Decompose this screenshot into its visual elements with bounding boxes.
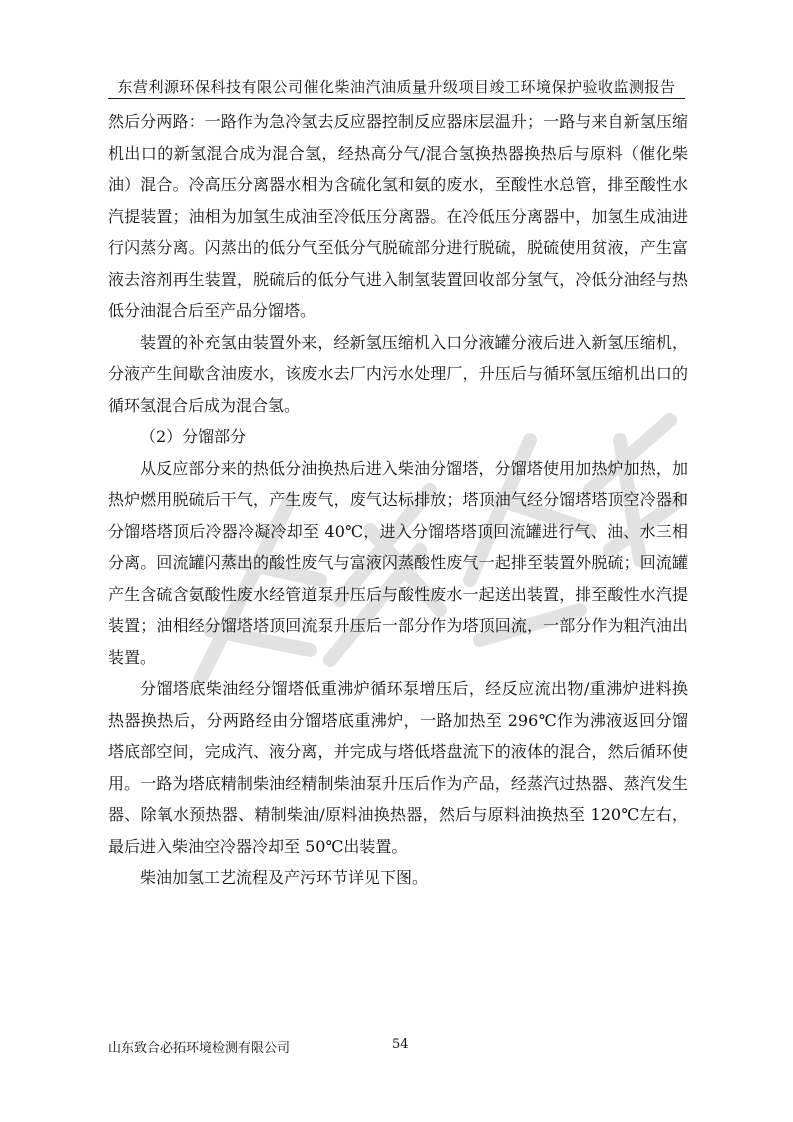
paragraph-5: 柴油加氢工艺流程及产污环节详见下图。 <box>140 868 429 887</box>
header-rule <box>108 98 685 99</box>
paragraph-1: 然后分两路：一路作为急冷氢去反应器控制反应器床层温升；一路与来自新氢压缩机出口的新氢混合成为混合氢，经热高分气/混合氢换热器换热后与原料（催化柴油）混合。冷高压分离器水相为含硫化氢和氨的废水，至酸性水总管，排至酸性水汽提装置；油相为加氢生成油至冷低压分离器。在冷低压分离器中，加氢生成油进行闪蒸分离。闪蒸出的低分气至低分气脱硫部分进行脱硫，脱硫使用贫液，产生富液去溶剂再生装置，脱硫后的低分气进入制氢装置回收部分氢气，冷低分油经与热低分油混合后至产品分馏塔。 <box>108 112 688 320</box>
footer-company: 山东致合必拓环境检测有限公司 <box>108 1041 291 1056</box>
paragraph-2: 装置的补充氢由装置外来，经新氢压缩机入口分液罐分液后进入新氢压缩机，分液产生间歇含油废水，该废水去厂内污水处理厂，升压后与循环氢压缩机出口的循环氢混合后成为混合氢。 <box>108 332 688 415</box>
paragraph-4: 分馏塔底柴油经分馏塔低重沸炉循环泵增压后，经反应流出物/重沸炉进料换热器换热后，分两路经由分馏塔底重沸炉，一路加热至 296℃作为沸液返回分馏塔底部空间，完成汽、液分离，并完成与塔低塔盘流下的液体的混合，然后循环使用。一路为塔底精制柴油经精制柴油泵升压后作为产品，经蒸汽过热器、蒸汽发生器、除氧水预热器、精制柴油/原料油换热器，然后与原料油换热至 120℃左右，最后进入柴油空冷器冷却至 50℃出装置。 <box>108 679 688 856</box>
page-number: 54 <box>392 1037 409 1052</box>
page-header: 东营利源环保科技有限公司催化柴油汽油质量升级项目竣工环境保护验收监测报告 <box>117 78 676 96</box>
paragraph-3: 从反应部分来的热低分油换热后进入柴油分馏塔，分馏塔使用加热炉加热，加热炉燃用脱硫后干气，产生废气，废气达标排放；塔顶油气经分馏塔塔顶空冷器和分馏塔塔顶后冷器冷凝冷却至 40℃，进入分馏塔塔顶回流罐进行气、油、水三相分离。回流罐闪蒸出的酸性废气与富液闪蒸酸性废气一起排至装置外脱硫；回流罐产生含硫含氨酸性废水经管道泵升压后与酸性废水一起送出装置，排至酸性水汽提装置；油相经分馏塔塔顶回流泵升压后一部分作为塔顶回流，一部分作为粗汽油出装置。 <box>108 458 688 667</box>
section-subheading: （2）分馏部分 <box>140 427 247 446</box>
body-text <box>108 106 688 894</box>
